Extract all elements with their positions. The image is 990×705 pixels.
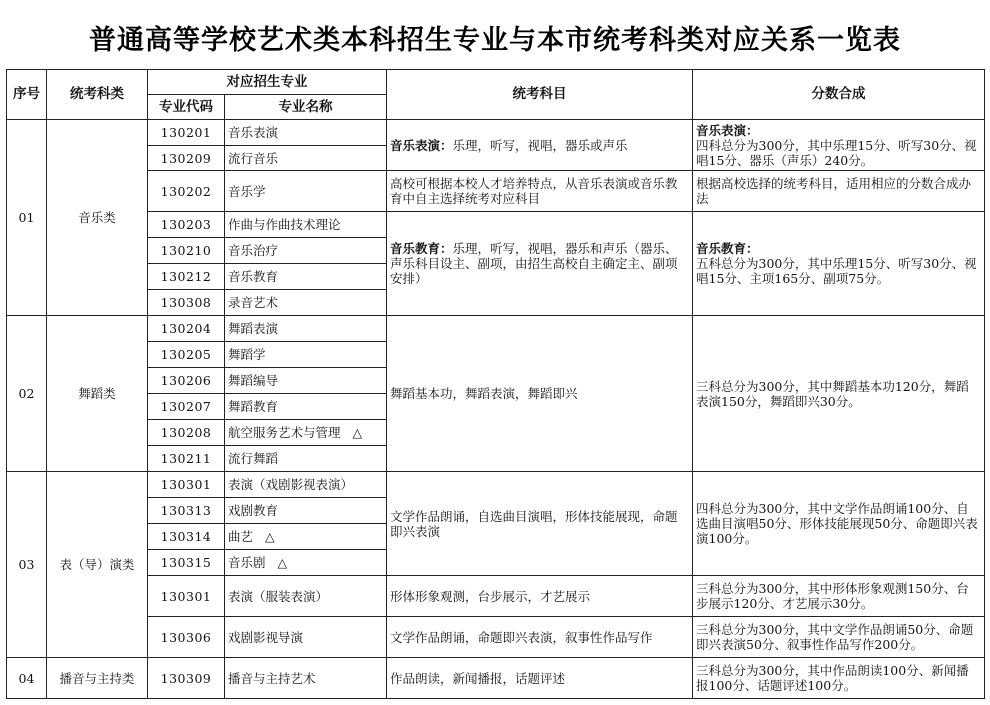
code-cell: 130206 xyxy=(148,368,225,394)
triangle-mark-icon: △ xyxy=(352,425,363,440)
table-row xyxy=(7,316,985,342)
header-seq: 序号 xyxy=(7,70,47,120)
major-name: 航空服务艺术与管理 xyxy=(228,425,341,440)
code-cell: 130208 xyxy=(148,420,225,446)
subjects-cell: 舞蹈基本功，舞蹈表演，舞蹈即兴 xyxy=(387,316,693,472)
name-cell: 音乐治疗 xyxy=(225,238,387,264)
code-cell: 130315 xyxy=(148,550,225,576)
name-cell xyxy=(225,550,387,576)
subjects-cell xyxy=(387,120,693,171)
correspondence-table xyxy=(6,69,985,699)
table-row xyxy=(7,658,985,699)
code-cell: 130201 xyxy=(148,120,225,146)
major-name: 音乐剧 xyxy=(228,555,266,570)
triangle-mark-icon: △ xyxy=(265,529,275,544)
header-category: 统考科类 xyxy=(47,70,148,120)
seq-cell: 02 xyxy=(7,316,47,472)
scoring-text: 五科总分为300分，其中乐理15分、听写30分、视唱15分、主项165分、副项75分。 xyxy=(696,256,977,286)
name-cell xyxy=(225,524,387,550)
category-cell: 音乐类 xyxy=(47,120,148,316)
subjects-cell: 文学作品朗诵，自选曲目演唱，形体技能展现，命题即兴表演 xyxy=(387,472,693,576)
scoring-lead: 音乐表演： xyxy=(696,122,759,138)
scoring-lead: 音乐教育： xyxy=(696,241,759,256)
code-cell: 130314 xyxy=(148,524,225,550)
scoring-text: 四科总分为300分，其中乐理15分、听写30分、视唱15分、器乐（声乐）240分。 xyxy=(696,137,977,168)
major-name: 曲艺 xyxy=(228,529,254,544)
code-cell: 130209 xyxy=(148,146,225,171)
code-cell: 130210 xyxy=(148,238,225,264)
code-cell: 130207 xyxy=(148,394,225,420)
subjects-cell xyxy=(387,212,693,316)
scoring-cell: 三科总分为300分，其中形体形象观测150分、台步展示120分、才艺展示30分。 xyxy=(693,576,985,617)
name-cell: 流行音乐 xyxy=(225,146,387,171)
subjects-cell: 高校可根据本校人才培养特点，从音乐表演或音乐教育中自主选择统考对应科目 xyxy=(387,171,693,212)
name-cell: 表演（戏剧影视表演） xyxy=(225,472,387,498)
scoring-cell xyxy=(693,120,985,171)
name-cell: 舞蹈学 xyxy=(225,342,387,368)
code-cell: 130212 xyxy=(148,264,225,290)
category-cell: 表（导）演类 xyxy=(47,472,148,658)
code-cell: 130205 xyxy=(148,342,225,368)
name-cell: 音乐表演 xyxy=(225,120,387,146)
header-code: 专业代码 xyxy=(148,95,225,120)
table-row xyxy=(7,120,985,146)
table-row xyxy=(7,617,985,658)
code-cell: 130313 xyxy=(148,498,225,524)
category-cell: 播音与主持类 xyxy=(47,658,148,699)
name-cell: 流行舞蹈 xyxy=(225,446,387,472)
table-row xyxy=(7,171,985,212)
header-scoring: 分数合成 xyxy=(693,70,985,120)
name-cell: 播音与主持艺术 xyxy=(225,658,387,699)
code-cell: 130202 xyxy=(148,171,225,212)
seq-cell: 03 xyxy=(7,472,47,658)
scoring-cell xyxy=(693,212,985,316)
scoring-cell: 四科总分为300分，其中文学作品朗诵100分、自选曲目演唱50分、形体技能展现50分、命题即兴表演100分。 xyxy=(693,472,985,576)
name-cell: 戏剧影视导演 xyxy=(225,617,387,658)
subjects-lead: 音乐教育： xyxy=(390,241,453,256)
code-cell: 130204 xyxy=(148,316,225,342)
name-cell: 舞蹈教育 xyxy=(225,394,387,420)
table-row xyxy=(7,212,985,238)
code-cell: 130203 xyxy=(148,212,225,238)
name-cell: 音乐教育 xyxy=(225,264,387,290)
code-cell: 130308 xyxy=(148,290,225,316)
page-title: 普通高等学校艺术类本科招生专业与本市统考科类对应关系一览表 xyxy=(89,25,901,56)
scoring-cell: 三科总分为300分，其中作品朗读100分、新闻播报100分、话题评述100分。 xyxy=(693,658,985,699)
name-cell: 舞蹈编导 xyxy=(225,368,387,394)
name-cell xyxy=(225,420,387,446)
code-cell: 130306 xyxy=(148,617,225,658)
scoring-cell: 三科总分为300分，其中文学作品朗诵50分、命题即兴表演50分、叙事性作品写作200分。 xyxy=(693,617,985,658)
name-cell: 音乐学 xyxy=(225,171,387,212)
triangle-mark-icon: △ xyxy=(277,555,288,570)
subjects-cell: 作品朗读，新闻播报，话题评述 xyxy=(387,658,693,699)
name-cell: 表演（服装表演） xyxy=(225,576,387,617)
name-cell: 舞蹈表演 xyxy=(225,316,387,342)
seq-cell: 04 xyxy=(7,658,47,699)
code-cell: 130309 xyxy=(148,658,225,699)
code-cell: 130301 xyxy=(148,472,225,498)
header-subjects: 统考科目 xyxy=(387,70,693,120)
name-cell: 戏剧教育 xyxy=(225,498,387,524)
header-name: 专业名称 xyxy=(225,95,387,120)
subjects-cell: 形体形象观测，台步展示，才艺展示 xyxy=(387,576,693,617)
table-row xyxy=(7,472,985,498)
table-row xyxy=(7,576,985,617)
code-cell: 130301 xyxy=(148,576,225,617)
code-cell: 130211 xyxy=(148,446,225,472)
subjects-cell: 文学作品朗诵，命题即兴表演，叙事性作品写作 xyxy=(387,617,693,658)
name-cell: 作曲与作曲技术理论 xyxy=(225,212,387,238)
subjects-lead: 音乐表演： xyxy=(390,137,453,153)
category-cell: 舞蹈类 xyxy=(47,316,148,472)
subjects-text: 乐理，听写，视唱，器乐和声乐（器乐、声乐科目设主、副项，由招生高校自主确定主、副项安排） xyxy=(390,241,678,286)
name-cell: 录音艺术 xyxy=(225,290,387,316)
scoring-cell: 根据高校选择的统考科目，适用相应的分数合成办法 xyxy=(693,171,985,212)
scoring-cell: 三科总分为300分，其中舞蹈基本功120分，舞蹈表演150分，舞蹈即兴30分。 xyxy=(693,316,985,472)
seq-cell: 01 xyxy=(7,120,47,316)
header-major-group: 对应招生专业 xyxy=(148,70,387,95)
subjects-text: 乐理，听写，视唱，器乐或声乐 xyxy=(452,137,628,153)
